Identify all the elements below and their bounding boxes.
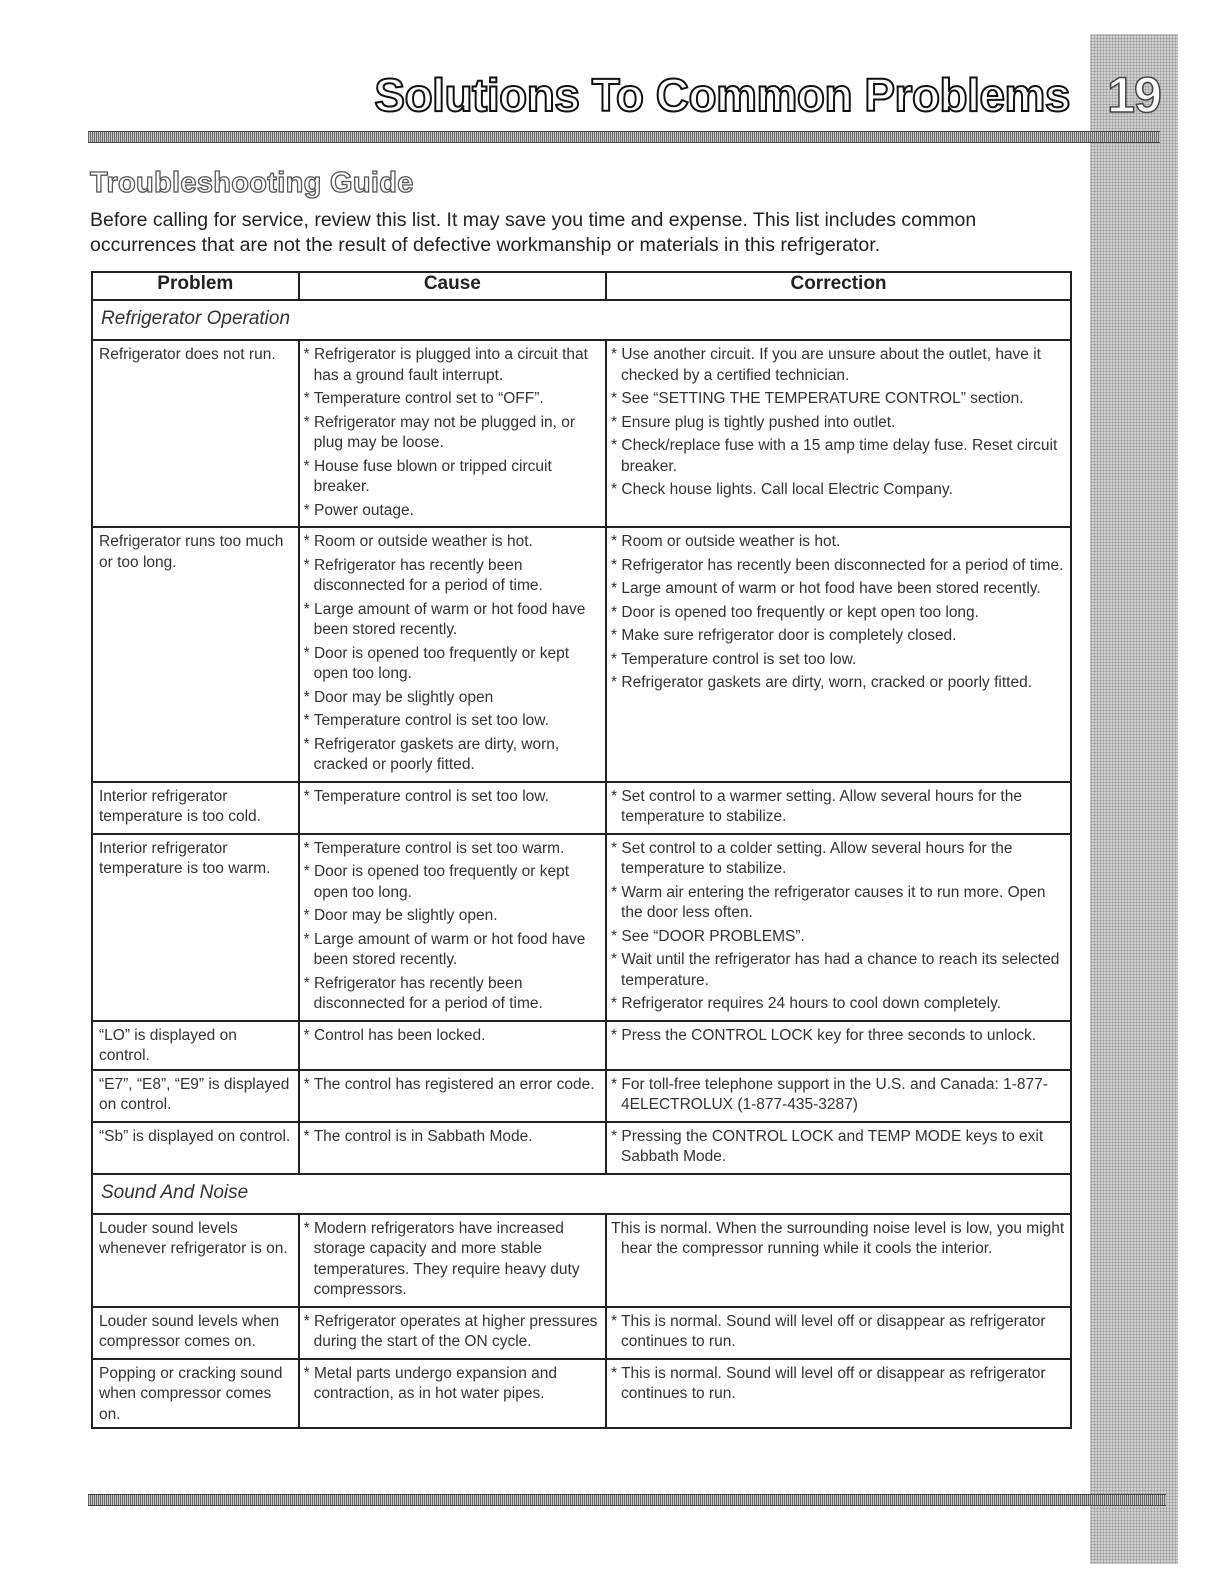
cause-cell bbox=[299, 1070, 606, 1122]
table-row bbox=[92, 527, 1071, 782]
cause-item: * Power outage. bbox=[304, 501, 601, 522]
problem-cell: “LO” is displayed on control. bbox=[92, 1021, 299, 1070]
cause-item: * The control has registered an error code. bbox=[304, 1075, 601, 1096]
cause-item: * Control has been locked. bbox=[304, 1026, 601, 1047]
problem-cell: Refrigerator runs too much or too long. bbox=[92, 527, 299, 782]
correction-cell bbox=[606, 782, 1071, 834]
correction-item: * Make sure refrigerator door is completely closed. bbox=[611, 626, 1066, 647]
correction-item: * Door is opened too frequently or kept open too long. bbox=[611, 603, 1066, 624]
correction-cell bbox=[606, 1307, 1071, 1359]
cause-item: * Door may be slightly open bbox=[304, 688, 601, 709]
cause-item: * House fuse blown or tripped circuit breaker. bbox=[304, 457, 601, 498]
correction-item: * Press the CONTROL LOCK key for three seconds to unlock. bbox=[611, 1026, 1066, 1047]
cause-cell bbox=[299, 340, 606, 527]
intro-paragraph: Before calling for service, review this list. It may save you time and expense. This list includes common occurrences that are not the result of defective workmanship or materials in this refrigerator. bbox=[90, 209, 977, 256]
correction-item: * Refrigerator requires 24 hours to cool down completely. bbox=[611, 994, 1066, 1015]
correction-item: * Large amount of warm or hot food have been stored recently. bbox=[611, 579, 1066, 600]
cause-item: * Temperature control is set too low. bbox=[304, 787, 601, 808]
cause-item: * Refrigerator has recently been disconnected for a period of time. bbox=[304, 556, 601, 597]
cause-item: * Temperature control is set too warm. bbox=[304, 839, 601, 860]
correction-item: * Check house lights. Call local Electric Company. bbox=[611, 480, 1066, 501]
correction-item: * Set control to a warmer setting. Allow several hours for the temperature to stabilize. bbox=[611, 787, 1066, 828]
correction-item: * This is normal. Sound will level off or disappear as refrigerator continues to run. bbox=[611, 1364, 1066, 1405]
cause-item: * Refrigerator may not be plugged in, or plug may be loose. bbox=[304, 413, 601, 454]
correction-item: * Ensure plug is tightly pushed into outlet. bbox=[611, 413, 1066, 434]
table-header-row bbox=[92, 272, 1071, 300]
cause-item: * Refrigerator gaskets are dirty, worn, cracked or poorly fitted. bbox=[304, 735, 601, 776]
cause-item: * Refrigerator operates at higher pressures during the start of the ON cycle. bbox=[304, 1312, 601, 1353]
correction-cell bbox=[606, 1122, 1071, 1174]
cause-cell bbox=[299, 782, 606, 834]
cause-cell bbox=[299, 1122, 606, 1174]
category-row bbox=[92, 300, 1071, 340]
correction-cell bbox=[606, 340, 1071, 527]
correction-item: * For toll-free telephone support in the U.S. and Canada: 1-877-4ELECTROLUX (1-877-435-3287) bbox=[611, 1075, 1066, 1116]
cause-cell bbox=[299, 1307, 606, 1359]
cause-item: * Temperature control is set too low. bbox=[304, 711, 601, 732]
correction-item: This is normal. When the surrounding noise level is low, you might hear the compressor running while it cools the interior. bbox=[611, 1219, 1065, 1257]
header-problem: Problem bbox=[92, 272, 299, 300]
cause-item: * Modern refrigerators have increased storage capacity and more stable temperatures. They require heavy duty compressors. bbox=[304, 1219, 601, 1301]
table-row bbox=[92, 1021, 1071, 1070]
correction-item: * See “SETTING THE TEMPERATURE CONTROL” section. bbox=[611, 389, 1066, 410]
correction-item: * See “DOOR PROBLEMS”. bbox=[611, 927, 1066, 948]
cause-item: * Large amount of warm or hot food have been stored recently. bbox=[304, 930, 601, 971]
cause-cell bbox=[299, 834, 606, 1021]
cause-item: * Door is opened too frequently or kept open too long. bbox=[304, 644, 601, 685]
correction-item: * Temperature control is set too low. bbox=[611, 650, 1066, 671]
cause-item: * Refrigerator is plugged into a circuit that has a ground fault interrupt. bbox=[304, 345, 601, 386]
correction-item: * Use another circuit. If you are unsure about the outlet, have it checked by a certified technician. bbox=[611, 345, 1066, 386]
cause-item: * Metal parts undergo expansion and contraction, as in hot water pipes. bbox=[304, 1364, 601, 1405]
table-row bbox=[92, 1214, 1071, 1307]
correction-item: * Refrigerator has recently been disconnected for a period of time. bbox=[611, 556, 1066, 577]
correction-item: * Check/replace fuse with a 15 amp time delay fuse. Reset circuit breaker. bbox=[611, 436, 1066, 477]
table-row bbox=[92, 1122, 1071, 1174]
problem-cell: Louder sound levels whenever refrigerator is on. bbox=[92, 1214, 299, 1307]
problem-cell: Interior refrigerator temperature is too warm. bbox=[92, 834, 299, 1021]
section-title: Troubleshooting Guide bbox=[90, 167, 414, 199]
correction-item: * Room or outside weather is hot. bbox=[611, 532, 1066, 553]
header-cause: Cause bbox=[299, 272, 606, 300]
header-correction: Correction bbox=[606, 272, 1071, 300]
troubleshooting-table bbox=[91, 271, 1072, 1429]
correction-cell bbox=[606, 834, 1071, 1021]
category-title: Sound And Noise bbox=[92, 1174, 1071, 1214]
header-rule bbox=[88, 131, 1160, 143]
problem-cell: “E7”, “E8”, “E9” is displayed on control. bbox=[92, 1070, 299, 1122]
cause-item: * The control is in Sabbath Mode. bbox=[304, 1127, 601, 1148]
category-title: Refrigerator Operation bbox=[92, 300, 1071, 340]
correction-item: * Warm air entering the refrigerator causes it to run more. Open the door less often. bbox=[611, 883, 1066, 924]
problem-cell: “Sb” is displayed on control. bbox=[92, 1122, 299, 1174]
correction-item: * Set control to a colder setting. Allow several hours for the temperature to stabilize. bbox=[611, 839, 1066, 880]
side-tab-strip bbox=[1090, 34, 1178, 1564]
table-row bbox=[92, 782, 1071, 834]
correction-item: * This is normal. Sound will level off or disappear as refrigerator continues to run. bbox=[611, 1312, 1066, 1353]
page-title: Solutions To Common Problems bbox=[374, 69, 1070, 121]
table-row bbox=[92, 834, 1071, 1021]
correction-item: * Wait until the refrigerator has had a chance to reach its selected temperature. bbox=[611, 950, 1066, 991]
cause-item: * Temperature control set to “OFF”. bbox=[304, 389, 601, 410]
correction-item: * Refrigerator gaskets are dirty, worn, cracked or poorly fitted. bbox=[611, 673, 1066, 694]
correction-cell bbox=[606, 1021, 1071, 1070]
table-row bbox=[92, 340, 1071, 527]
problem-cell: Refrigerator does not run. bbox=[92, 340, 299, 527]
cause-cell bbox=[299, 1021, 606, 1070]
table-row bbox=[92, 1070, 1071, 1122]
correction-cell bbox=[606, 1070, 1071, 1122]
correction-cell bbox=[606, 1359, 1071, 1429]
cause-cell bbox=[299, 1359, 606, 1429]
cause-cell bbox=[299, 527, 606, 782]
table-row bbox=[92, 1359, 1071, 1429]
problem-cell: Louder sound levels when compressor comes on. bbox=[92, 1307, 299, 1359]
cause-item: * Large amount of warm or hot food have been stored recently. bbox=[304, 600, 601, 641]
cause-cell bbox=[299, 1214, 606, 1307]
footer-rule bbox=[88, 1494, 1166, 1506]
correction-cell bbox=[606, 1214, 1071, 1307]
problem-cell: Interior refrigerator temperature is too cold. bbox=[92, 782, 299, 834]
correction-item: * Pressing the CONTROL LOCK and TEMP MODE keys to exit Sabbath Mode. bbox=[611, 1127, 1066, 1168]
correction-cell bbox=[606, 527, 1071, 782]
category-row bbox=[92, 1174, 1071, 1214]
cause-item: * Refrigerator has recently been disconnected for a period of time. bbox=[304, 974, 601, 1015]
table-row bbox=[92, 1307, 1071, 1359]
cause-item: * Room or outside weather is hot. bbox=[304, 532, 601, 553]
table-body bbox=[92, 300, 1071, 1428]
problem-cell: Popping or cracking sound when compressor comes on. bbox=[92, 1359, 299, 1429]
page-number: 19 bbox=[1107, 67, 1161, 123]
cause-item: * Door may be slightly open. bbox=[304, 906, 601, 927]
cause-item: * Door is opened too frequently or kept open too long. bbox=[304, 862, 601, 903]
